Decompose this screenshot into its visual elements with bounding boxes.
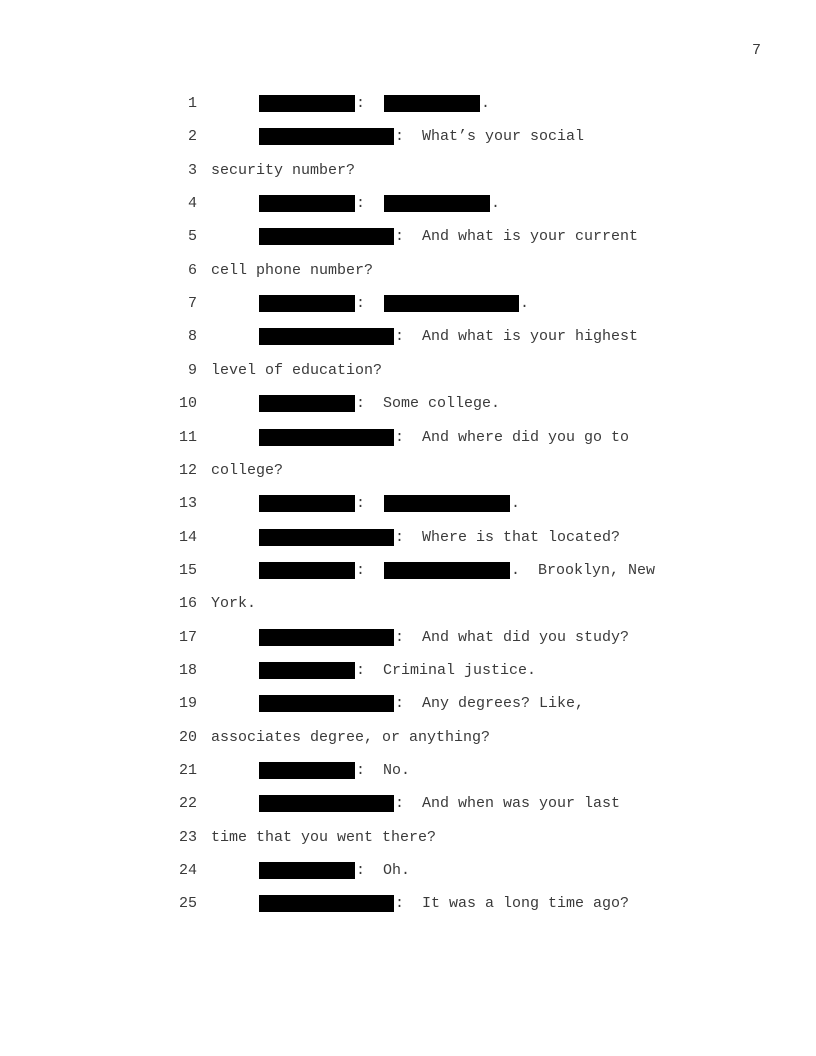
line-number: 17 <box>178 628 197 646</box>
line-number: 12 <box>178 461 197 479</box>
line-text: : Criminal justice. <box>356 661 537 679</box>
line-number: 11 <box>178 428 197 446</box>
line-text: . <box>511 495 521 513</box>
line-text: : And what is your current <box>395 228 639 246</box>
redaction-box <box>259 862 355 879</box>
transcript-line <box>0 862 816 880</box>
line-text: : <box>356 295 366 313</box>
line-text: : <box>356 95 366 112</box>
redaction-box <box>259 228 394 245</box>
redaction-box <box>384 562 510 579</box>
redaction-box <box>259 695 394 712</box>
redaction-box <box>384 295 519 312</box>
transcript-line <box>0 595 816 613</box>
line-text: cell phone number? <box>211 261 374 279</box>
line-text: : <box>356 495 366 513</box>
transcript-line <box>0 429 816 447</box>
line-text: college? <box>211 461 284 479</box>
line-number: 14 <box>178 528 197 546</box>
redaction-box <box>259 495 355 512</box>
line-text: : <box>356 561 366 579</box>
transcript-line <box>0 629 816 647</box>
line-number: 15 <box>178 561 197 579</box>
line-text: time that you went there? <box>211 828 437 846</box>
line-text: . <box>491 195 501 213</box>
redaction-box <box>259 128 394 145</box>
transcript-line <box>0 162 816 180</box>
transcript-line <box>0 362 816 380</box>
line-text: : No. <box>356 762 411 779</box>
line-number: 2 <box>187 128 197 146</box>
transcript-line <box>0 695 816 713</box>
transcript-line <box>0 462 816 480</box>
line-number: 23 <box>178 828 197 846</box>
redaction-box <box>384 195 490 212</box>
redaction-box <box>259 328 394 345</box>
redaction-box <box>259 195 355 212</box>
transcript-line <box>0 128 816 146</box>
line-number: 16 <box>178 595 197 613</box>
transcript-line <box>0 529 816 547</box>
transcript-line <box>0 829 816 847</box>
redaction-box <box>259 395 355 412</box>
line-number: 4 <box>187 195 197 213</box>
redaction-box <box>259 762 355 779</box>
line-number: 18 <box>178 661 197 679</box>
redaction-box <box>384 95 480 112</box>
line-text: . Brooklyn, New <box>511 561 656 579</box>
line-number: 13 <box>178 495 197 513</box>
redaction-box <box>384 495 510 512</box>
redaction-box <box>259 662 355 679</box>
line-text: : And what is your highest <box>395 328 639 346</box>
line-number: 21 <box>178 762 197 779</box>
transcript-line <box>0 228 816 246</box>
line-text: : Some college. <box>356 395 501 413</box>
redaction-box <box>259 295 355 312</box>
line-number: 24 <box>178 862 197 880</box>
transcript-line <box>0 495 816 513</box>
line-number: 10 <box>178 395 197 413</box>
transcript-line <box>0 729 816 747</box>
transcript-line <box>0 95 816 113</box>
redaction-box <box>259 629 394 646</box>
line-text: : Oh. <box>356 862 411 880</box>
line-text: . <box>481 95 491 112</box>
line-text: : <box>356 195 366 213</box>
line-text: York. <box>211 595 257 613</box>
redaction-box <box>259 429 394 446</box>
line-text: associates degree, or anything? <box>211 728 491 746</box>
line-number: 19 <box>178 695 197 713</box>
page-number: 7 <box>752 42 762 59</box>
line-number: 3 <box>187 161 197 179</box>
line-number: 22 <box>178 795 197 813</box>
transcript-line <box>0 262 816 280</box>
transcript-line <box>0 395 816 413</box>
line-number: 5 <box>187 228 197 246</box>
transcript-line <box>0 662 816 680</box>
transcript-line <box>0 295 816 313</box>
redaction-box <box>259 529 394 546</box>
line-text: : And where did you go to <box>395 428 630 446</box>
redaction-box <box>259 95 355 112</box>
line-text: : Where is that located? <box>395 528 621 546</box>
transcript-line <box>0 195 816 213</box>
line-number: 8 <box>187 328 197 346</box>
line-text: : What’s your social <box>395 128 585 146</box>
redaction-box <box>259 895 394 912</box>
line-text: level of education? <box>211 361 383 379</box>
line-number: 7 <box>187 295 197 313</box>
redaction-box <box>259 795 394 812</box>
line-text: : Any degrees? Like, <box>395 695 585 713</box>
line-number: 25 <box>178 895 197 913</box>
transcript-line <box>0 762 816 780</box>
line-text: : And what did you study? <box>395 628 630 646</box>
line-number: 9 <box>187 361 197 379</box>
redaction-box <box>259 562 355 579</box>
transcript-line <box>0 895 816 913</box>
line-text: security number? <box>211 161 356 179</box>
line-number: 20 <box>178 728 197 746</box>
line-number: 6 <box>187 261 197 279</box>
line-text: : And when was your last <box>395 795 621 813</box>
transcript-line <box>0 795 816 813</box>
line-text: . <box>520 295 530 313</box>
line-number: 1 <box>187 95 197 112</box>
line-text: : It was a long time ago? <box>395 895 630 913</box>
transcript-line <box>0 562 816 580</box>
transcript-line <box>0 328 816 346</box>
